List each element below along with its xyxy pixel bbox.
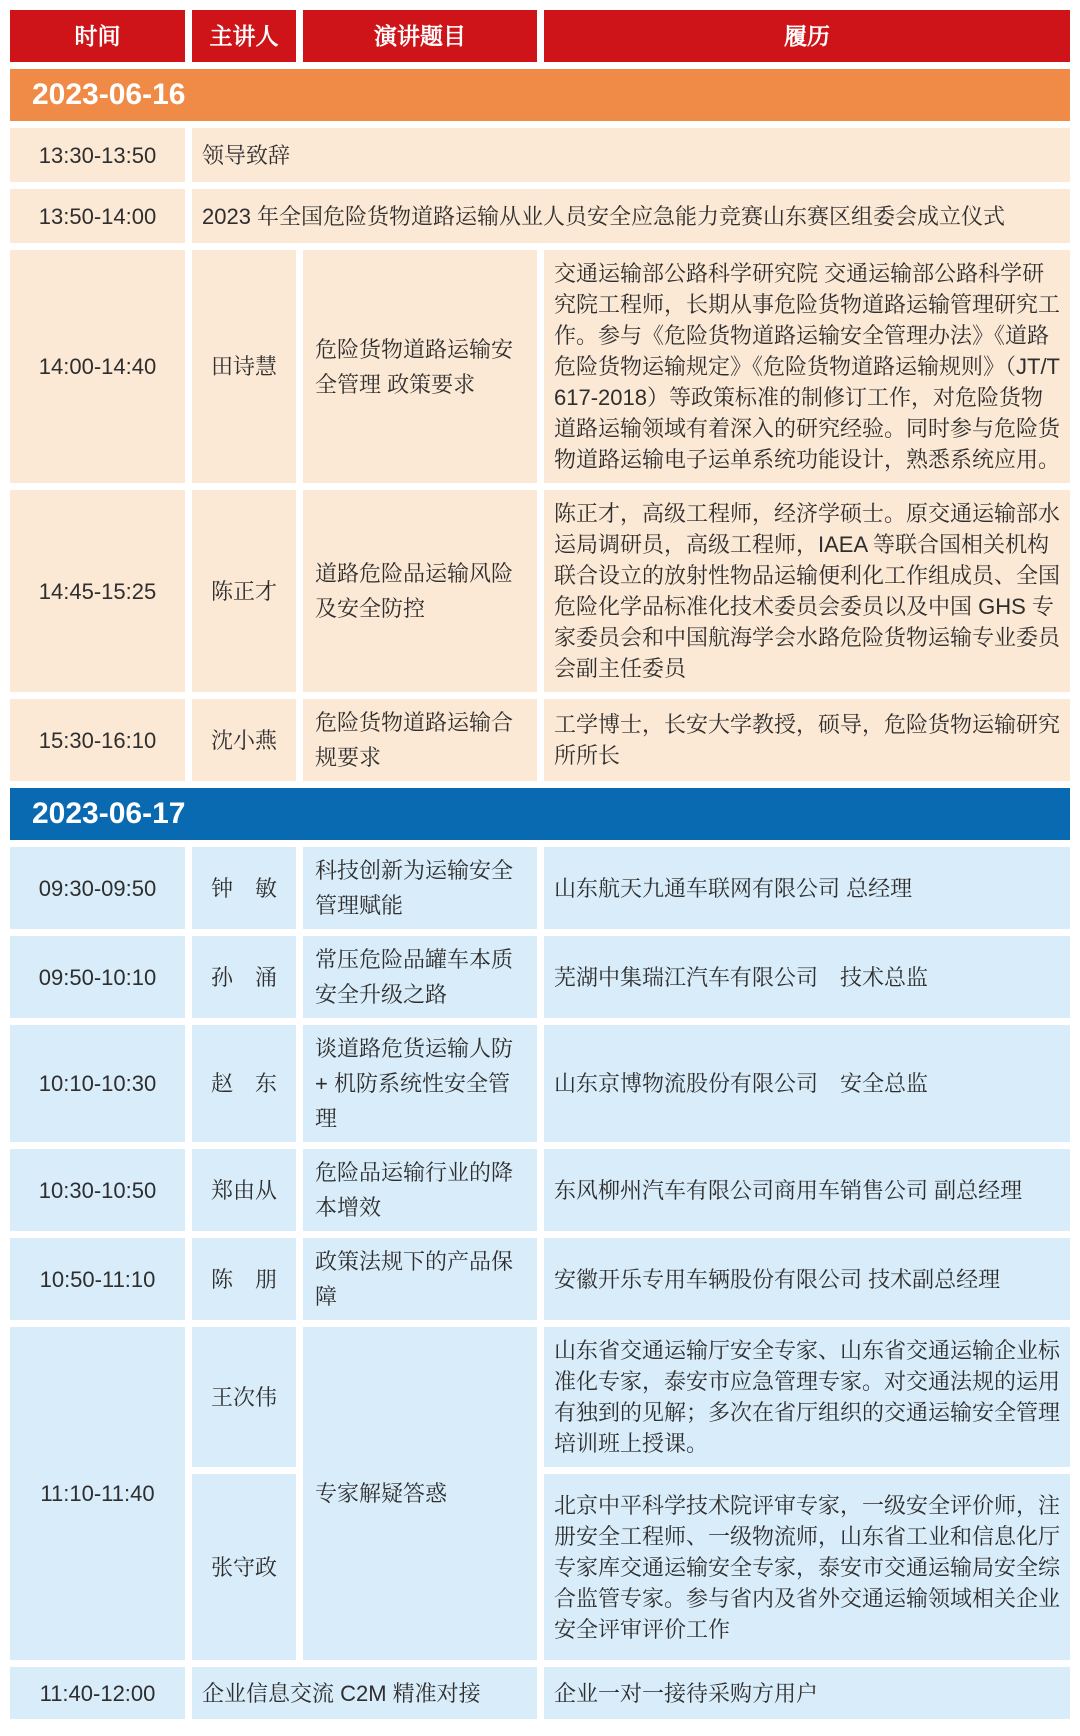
table-row	[10, 1667, 1070, 1719]
time-cell: 09:30-09:50	[10, 847, 185, 929]
table-header-row	[10, 10, 1070, 62]
bio-cell: 山东省交通运输厅安全专家、山东省交通运输企业标准化专家，泰安市应急管理专家。对交通法规的运用有独到的见解；多次在省厅组织的交通运输安全管理培训班上授课。	[544, 1327, 1070, 1467]
merged-content-cell: 领导致辞	[192, 128, 1070, 182]
speaker-cell: 赵 东	[192, 1025, 296, 1142]
table-row	[10, 189, 1070, 243]
topic-cell: 常压危险品罐车本质安全升级之路	[303, 936, 537, 1018]
bio-cell: 交通运输部公路科学研究院 交通运输部公路科学研究院工程师，长期从事危险货物道路运输管理研究工作。参与《危险货物道路运输安全管理办法》《道路危险货物运输规定》《危险货物道路运输规则》（JT/T 617-2018）等政策标准的制修订工作，对危险货物道路运输领域有着深入的研究经验。同时参与危险货物道路运输电子运单系统功能设计，熟悉系统应用。	[544, 250, 1070, 483]
bio-cell: 芜湖中集瑞江汽车有限公司 技术总监	[544, 936, 1070, 1018]
topic-cell: 危险货物道路运输安全管理 政策要求	[303, 250, 537, 483]
time-cell: 09:50-10:10	[10, 936, 185, 1018]
header-time: 时间	[10, 10, 185, 62]
table-row	[10, 1238, 1070, 1320]
table-row	[10, 490, 1070, 692]
bio-cell: 北京中平科学技术院评审专家，一级安全评价师，注册安全工程师、一级物流师，山东省工业和信息化厅专家库交通运输安全专家，泰安市交通运输局安全综合监管专家。参与省内及省外交通运输领域相关企业安全评审评价工作	[544, 1474, 1070, 1660]
date-band-day2: 2023-06-17	[10, 788, 1070, 840]
bio-cell: 山东京博物流股份有限公司 安全总监	[544, 1025, 1070, 1142]
header-bio: 履历	[544, 10, 1070, 62]
speaker-cell: 张守政	[192, 1474, 296, 1660]
table-row	[10, 699, 1070, 781]
time-cell: 14:45-15:25	[10, 490, 185, 692]
header-speaker: 主讲人	[192, 10, 296, 62]
topic-cell: 危险品运输行业的降本增效	[303, 1149, 537, 1231]
time-cell: 10:30-10:50	[10, 1149, 185, 1231]
merged-content-cell: 2023 年全国危险货物道路运输从业人员安全应急能力竞赛山东赛区组委会成立仪式	[192, 189, 1070, 243]
speaker-cell: 钟 敏	[192, 847, 296, 929]
topic-cell: 政策法规下的产品保障	[303, 1238, 537, 1320]
bio-cell: 工学博士，长安大学教授，硕导，危险货物运输研究所所长	[544, 699, 1070, 781]
date-band-day1: 2023-06-16	[10, 69, 1070, 121]
merged-topic-cell: 企业信息交流 C2M 精准对接	[192, 1667, 537, 1719]
table-row	[10, 1025, 1070, 1142]
topic-cell: 危险货物道路运输合规要求	[303, 699, 537, 781]
time-cell: 13:50-14:00	[10, 189, 185, 243]
time-cell: 14:00-14:40	[10, 250, 185, 483]
speaker-cell: 孙 涌	[192, 936, 296, 1018]
table-row	[10, 1149, 1070, 1231]
table-row-expert-qa	[10, 1327, 1070, 1660]
bio-cell: 山东航天九通车联网有限公司 总经理	[544, 847, 1070, 929]
bio-cell: 东风柳州汽车有限公司商用车销售公司 副总经理	[544, 1149, 1070, 1231]
time-cell: 11:10-11:40	[10, 1327, 185, 1660]
table-row	[10, 847, 1070, 929]
bio-cell: 陈正才，高级工程师，经济学硕士。原交通运输部水运局调研员，高级工程师，IAEA 等联合国相关机构联合设立的放射性物品运输便利化工作组成员、全国危险化学品标准化技术委员会委员以及中国 GHS 专家委员会和中国航海学会水路危险货物运输专业委员会副主任委员	[544, 490, 1070, 692]
topic-cell: 谈道路危货运输人防 + 机防系统性安全管理	[303, 1025, 537, 1142]
bio-cell: 安徽开乐专用车辆股份有限公司 技术副总经理	[544, 1238, 1070, 1320]
time-cell: 10:50-11:10	[10, 1238, 185, 1320]
speaker-cell: 沈小燕	[192, 699, 296, 781]
speaker-cell: 王次伟	[192, 1327, 296, 1467]
speaker-cell: 田诗慧	[192, 250, 296, 483]
time-cell: 11:40-12:00	[10, 1667, 185, 1719]
table-row	[10, 250, 1070, 483]
topic-cell: 道路危险品运输风险及安全防控	[303, 490, 537, 692]
speaker-cell: 陈 朋	[192, 1238, 296, 1320]
header-topic: 演讲题目	[303, 10, 537, 62]
time-cell: 13:30-13:50	[10, 128, 185, 182]
speaker-cell: 陈正才	[192, 490, 296, 692]
time-cell: 15:30-16:10	[10, 699, 185, 781]
topic-cell: 科技创新为运输安全管理赋能	[303, 847, 537, 929]
table-row	[10, 936, 1070, 1018]
table-row	[10, 128, 1070, 182]
topic-cell: 专家解疑答惑	[303, 1327, 537, 1660]
bio-cell: 企业一对一接待采购方用户	[544, 1667, 1070, 1719]
time-cell: 10:10-10:30	[10, 1025, 185, 1142]
speaker-cell: 郑由从	[192, 1149, 296, 1231]
